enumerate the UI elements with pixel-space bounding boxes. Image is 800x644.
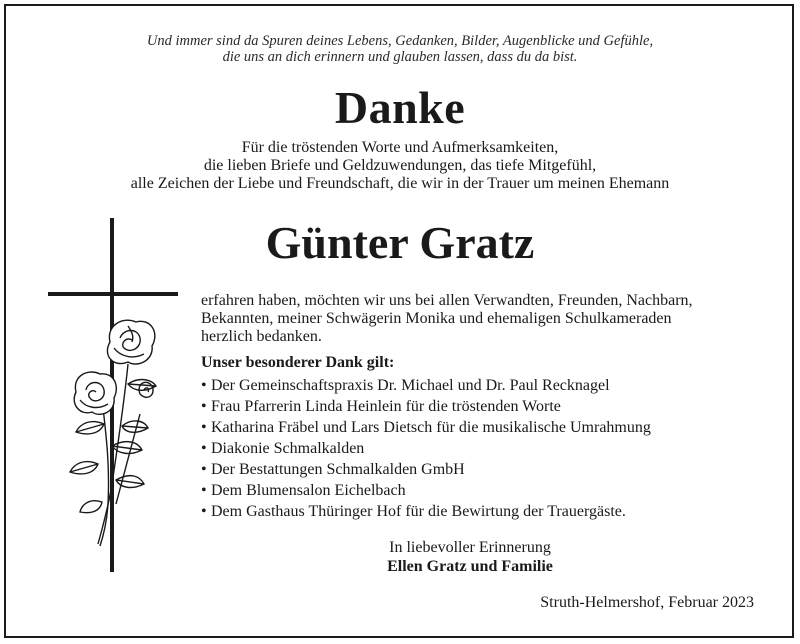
- bullet-icon: •: [201, 419, 207, 436]
- title-danke: Danke: [334, 82, 466, 133]
- signature-family: Ellen Gratz und Familie: [387, 558, 553, 575]
- list-item: • Diakonie Schmalkalden: [201, 440, 365, 457]
- intro-line-2: die lieben Briefe und Geldzuwendungen, das tiefe Mitgefühl,: [203, 157, 597, 174]
- intro-line-3: alle Zeichen der Liebe und Freundschaft, die wir in der Trauer um meinen Ehemann: [130, 175, 670, 192]
- cross-icon: [40, 214, 190, 574]
- list-item: • Dem Gasthaus Thüringer Hof für die Bewirtung der Trauergäste.: [201, 503, 626, 520]
- bullet-icon: •: [201, 461, 207, 478]
- bullet-icon: •: [201, 398, 207, 415]
- closing-line-1: In liebevoller Erinnerung: [389, 539, 551, 556]
- motto-line-2: die uns an dich erinnern und glauben lassen, dass du da bist.: [222, 49, 578, 65]
- motto-line-1: Und immer sind da Spuren deines Lebens, Gedanken, Bilder, Augenblicke und Gefühle,: [146, 33, 654, 49]
- list-item: • Der Gemeinschaftspraxis Dr. Michael und Dr. Paul Recknagel: [201, 377, 610, 394]
- list-item: • Frau Pfarrerin Linda Heinlein für die tröstenden Worte: [201, 398, 561, 415]
- body-line-1: erfahren haben, möchten wir uns bei allen Verwandten, Freunden, Nachbarn,: [201, 292, 693, 309]
- body-line-3: herzlich bedanken.: [201, 328, 322, 345]
- bullet-icon: •: [201, 440, 207, 457]
- bullet-icon: •: [201, 503, 207, 520]
- body-line-2: Bekannten, meiner Schwägerin Monika und ehemaligen Schulkameraden: [201, 310, 672, 327]
- place-date: Struth-Helmershof, Februar 2023: [540, 594, 754, 611]
- bullet-icon: •: [201, 377, 207, 394]
- memorial-illustration: [40, 214, 190, 574]
- list-item: • Dem Blumensalon Eichelbach: [201, 482, 406, 499]
- intro-line-1: Für die tröstenden Worte und Aufmerksamkeiten,: [241, 139, 559, 156]
- thanks-heading: Unser besonderer Dank gilt:: [201, 354, 395, 371]
- list-item: • Der Bestattungen Schmalkalden GmbH: [201, 461, 465, 478]
- bullet-icon: •: [201, 482, 207, 499]
- list-item: • Katharina Fräbel und Lars Dietsch für die musikalische Umrahmung: [201, 419, 651, 436]
- deceased-name: Günter Gratz: [265, 217, 535, 268]
